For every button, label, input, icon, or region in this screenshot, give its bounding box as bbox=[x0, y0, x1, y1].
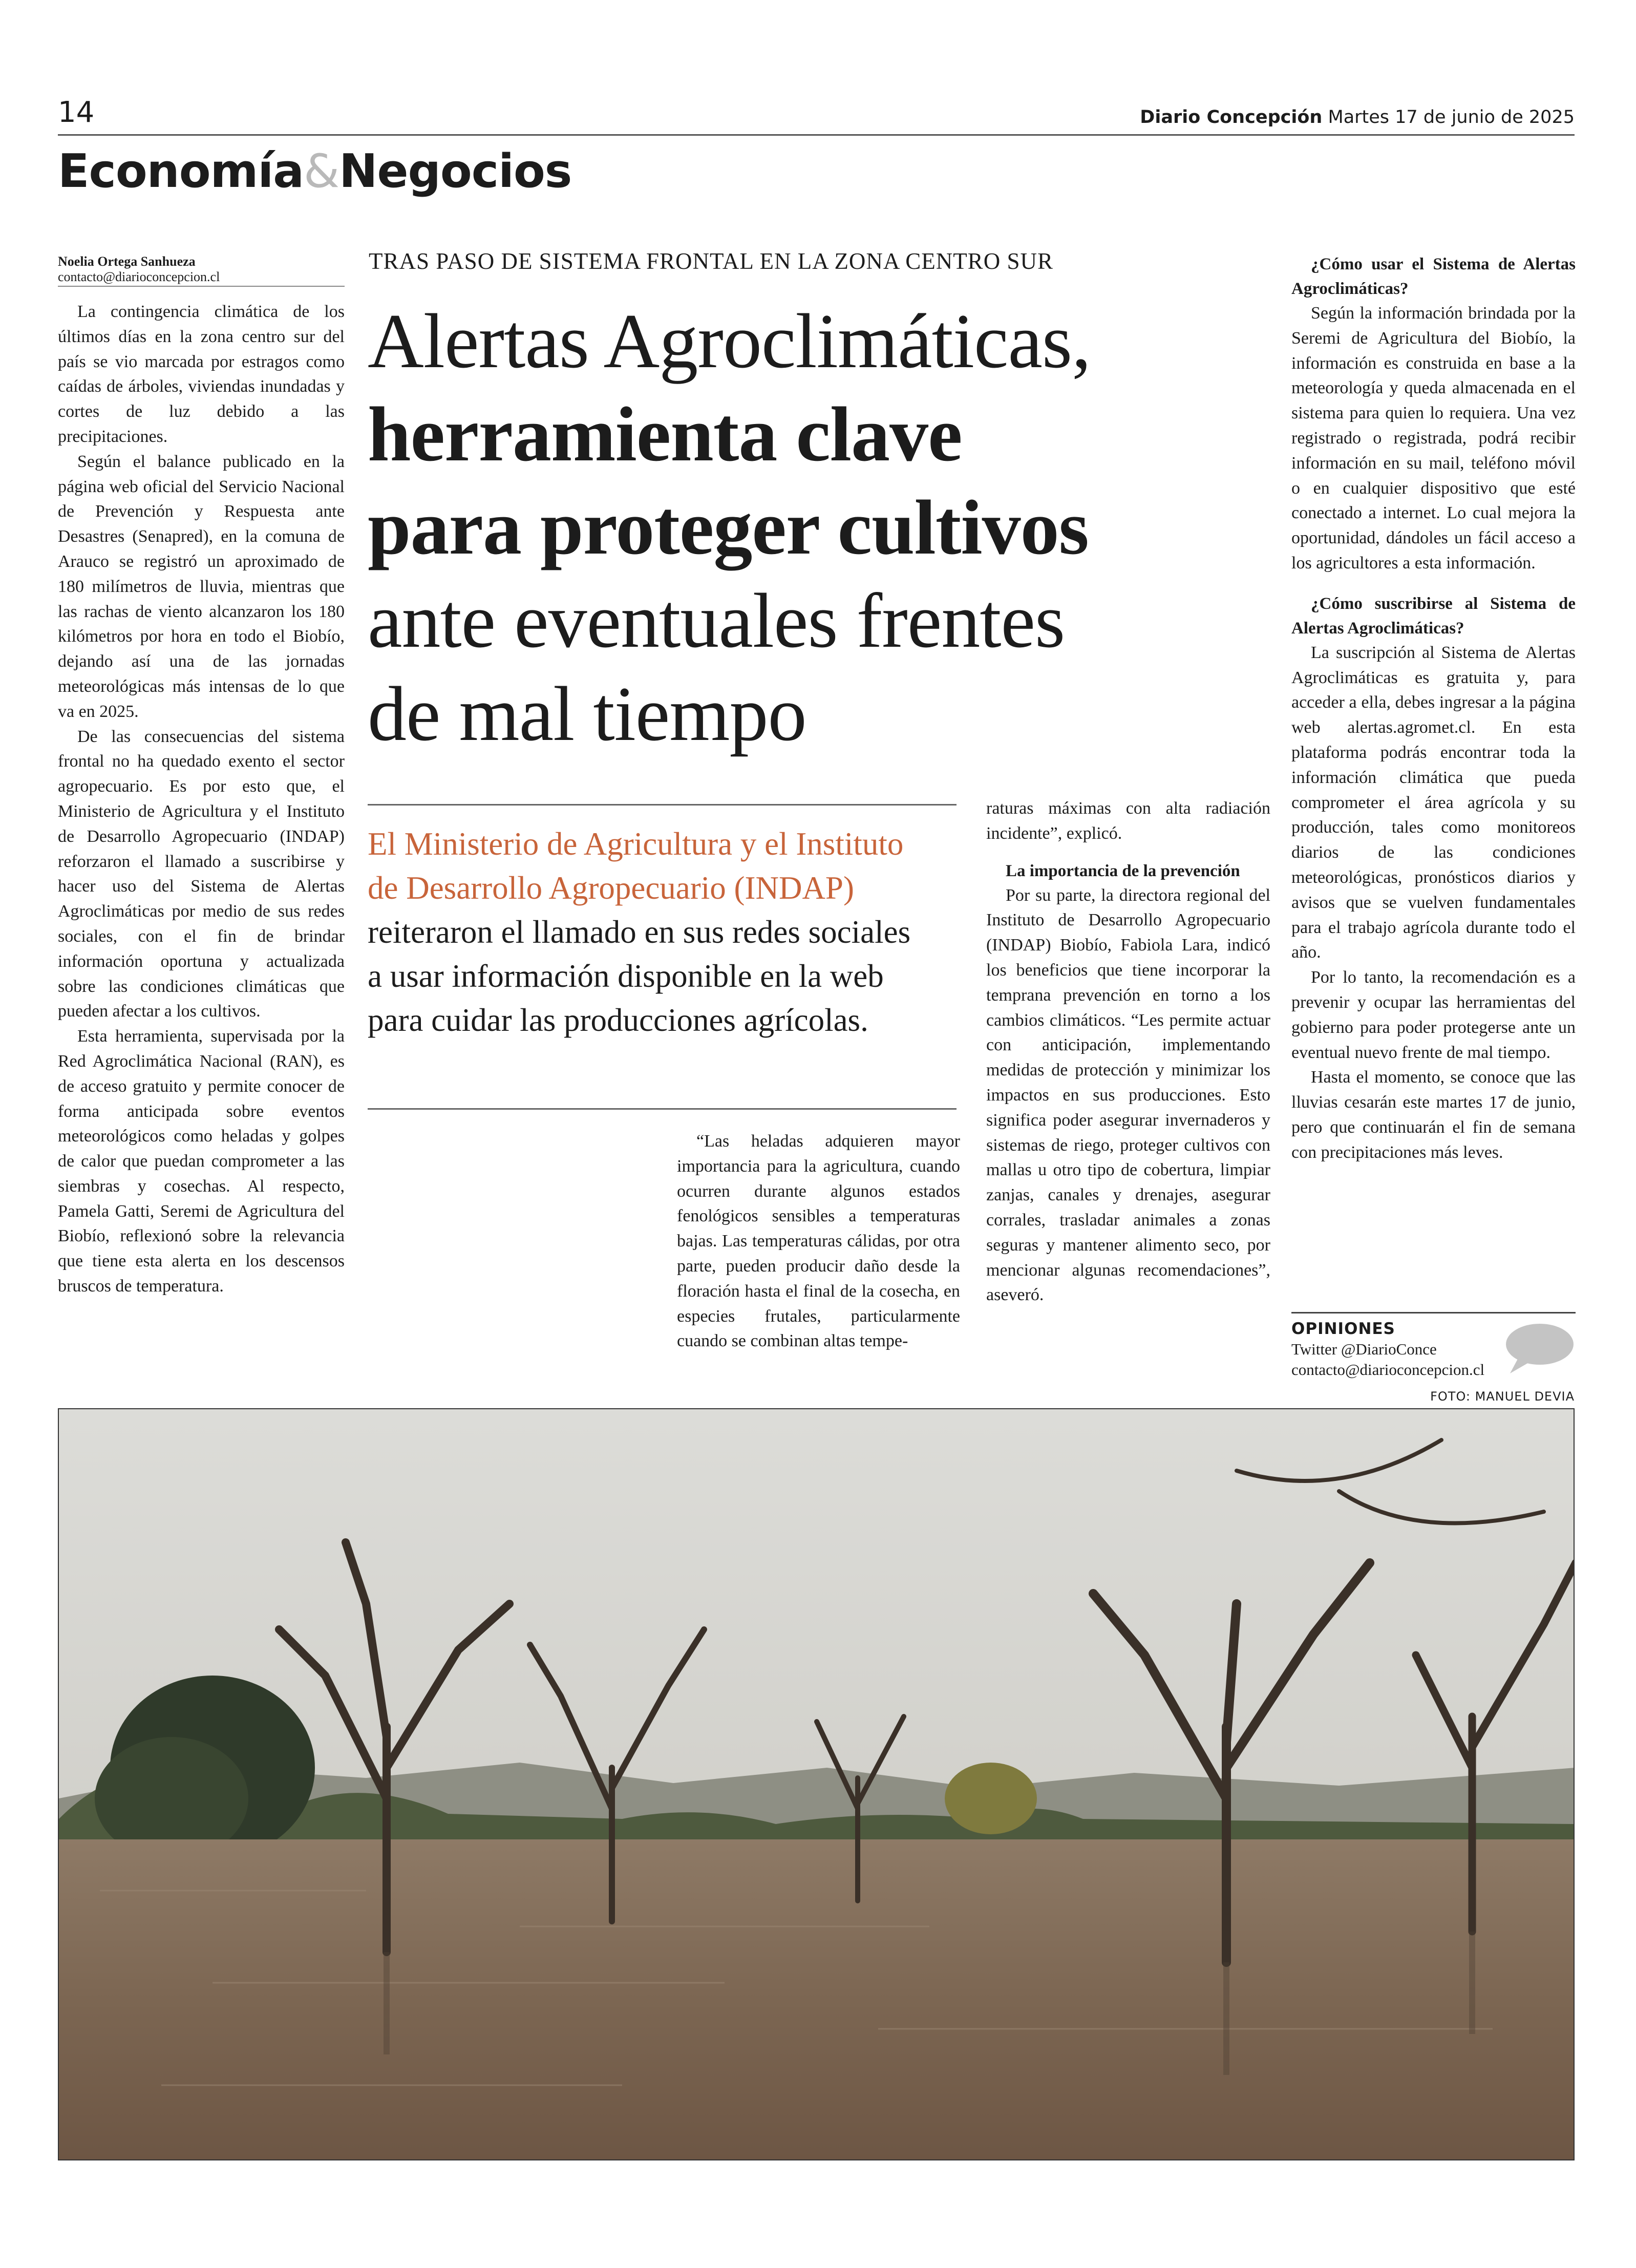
subheading: La importancia de la prevención bbox=[1006, 861, 1240, 880]
lead-text: reiteraron el llamado en sus redes sociales a usar información disponible en la web para cuidar las producciones agrícolas. bbox=[368, 914, 911, 1038]
paragraph: “Las heladas adquieren mayor importancia para la agricultura, cuando ocurren durante algunos estados fenológicos sensibles a temperaturas bajas. Las temperaturas cálidas, por otra parte, pueden producir daño desde la floración hasta el final de la cosecha, en especies frutales, particularmente cuando se combinan altas tempe- bbox=[677, 1132, 960, 1351]
subheading: ¿Cómo suscribirse al Sistema de Alertas Agroclimáticas? bbox=[1291, 594, 1576, 638]
headline bbox=[368, 294, 1264, 760]
paragraph: Esta herramienta, supervisada por la Red Agroclimática Nacional (RAN), es de acceso gratuito y permite conocer de forma anticipada sobre eventos meteorológicos como heladas y golpes de calor que puedan comprometer a las siembras y cosechas. Al respecto, Pamela Gatti, Seremi de Agricultura del Biobío, reflexionó sobre la relevancia que tiene esta alerta en los descensos bruscos de temperatura. bbox=[58, 1027, 345, 1296]
section-title-part1: Economía bbox=[58, 144, 304, 198]
masthead bbox=[1140, 109, 1575, 126]
paragraph: Según el balance publicado en la página web oficial del Servicio Nacional de Prevención y Respuesta ante Desastres (Senapred), en la comuna de Arauco se registró un aproximado de 180 milímetros de lluvia, mientras que las rachas de viento alcanzaron los 180 kilómetros por hora en todo el Biobío, dejando así una de las jornadas meteorológicas más intensas de lo que va en 2025. bbox=[58, 452, 345, 721]
section-title bbox=[58, 144, 572, 198]
article-column-5 bbox=[1291, 252, 1576, 1165]
headline-line-bold: para proteger cultivos bbox=[368, 484, 1089, 570]
article-column-3 bbox=[677, 1129, 960, 1354]
opinions-twitter: Twitter @DiarioConce bbox=[1291, 1340, 1437, 1358]
paragraph: Según la información brindada por la Seremi de Agricultura del Biobío, la información es construida en base a la meteorología y queda almacenada en el sistema para quien lo requiera. Una vez registrado o registrada, podrá recibir información en su mail, teléfono móvil o en cualquier dispositivo que esté conectado a internet. Lo cual mejora la oportunidad, dándoles un fácil acceso a los agricultores a esta información. bbox=[1291, 304, 1576, 573]
article-column-4 bbox=[986, 796, 1270, 1308]
opinions-rule bbox=[1291, 1312, 1576, 1313]
opinions-box bbox=[1291, 1319, 1512, 1380]
author-name: Noelia Ortega Sanhueza bbox=[58, 254, 196, 269]
opinions-email: contacto@diarioconcepcion.cl bbox=[1291, 1361, 1485, 1379]
article-column-1 bbox=[58, 300, 345, 1299]
headline-line-bold: herramienta clave bbox=[368, 391, 962, 477]
photo-credit: FOTO: MANUEL DEVIA bbox=[1430, 1389, 1575, 1404]
newspaper-name: Diario Concepción bbox=[1140, 107, 1323, 128]
lead-deck bbox=[368, 822, 931, 1042]
issue-date: Martes 17 de junio de 2025 bbox=[1328, 107, 1575, 128]
header-rule bbox=[58, 134, 1575, 136]
byline-rule bbox=[58, 286, 345, 287]
paragraph: La contingencia climática de los últimos días en la zona centro sur del país se vio marcada por estragos como caídas de árboles, viviendas inundadas y cortes de luz debido a las precipitaciones. bbox=[58, 302, 345, 446]
headline-line: ante eventuales frentes bbox=[368, 578, 1065, 664]
paragraph: La suscripción al Sistema de Alertas Agroclimáticas es gratuita y, para acceder a ella, debes ingresar a la página web alertas.agromet.cl. En esta plataforma podrás encontrar toda la información climática que pueda comprometer el área agrícola y su producción, tales como monitoreos diarios de las condiciones meteorológicas, pronósticos diarios y avisos que se vuelven fundamentales para el trabajo agrícola durante todo el año. bbox=[1291, 643, 1576, 962]
headline-line: de mal tiempo bbox=[368, 671, 806, 757]
kicker: TRAS PASO DE SISTEMA FRONTAL EN LA ZONA CENTRO SUR bbox=[369, 248, 1053, 274]
lead-accent-text: El Ministerio de Agricultura y el Instituto de Desarrollo Agropecuario (INDAP) bbox=[368, 826, 904, 906]
section-title-ampersand: & bbox=[303, 144, 339, 198]
paragraph: raturas máximas con alta radiación incidente”, explicó. bbox=[986, 799, 1270, 843]
lead-rule-bottom bbox=[368, 1108, 957, 1110]
flooded-orchard-photo bbox=[58, 1408, 1575, 2160]
subheading: ¿Cómo usar el Sistema de Alertas Agroclimáticas? bbox=[1291, 255, 1576, 298]
paragraph: Por lo tanto, la recomendación es a prevenir y ocupar las herramientas del gobierno para poder protegerse ante un eventual nuevo frente de mal tiempo. bbox=[1291, 968, 1576, 1062]
paragraph: De las consecuencias del sistema frontal no ha quedado exento el sector agropecuario. Es por esto que, el Ministerio de Agricultura y el Instituto de Desarrollo Agropecuario (INDAP) reforzaron el llamado a suscribirse y hacer uso del Sistema de Alertas Agroclimáticas por medio de sus redes sociales, con el fin de brindar información oportuna y actualizada sobre las condiciones climáticas que pueden afectar a los cultivos. bbox=[58, 727, 345, 1021]
headline-line: Alertas Agroclimáticas, bbox=[368, 298, 1091, 384]
opinions-title: OPINIONES bbox=[1291, 1320, 1395, 1338]
section-title-part2: Negocios bbox=[339, 144, 572, 198]
author-email: contacto@diarioconcepcion.cl bbox=[58, 269, 220, 284]
paragraph: Por su parte, la directora regional del Instituto de Desarrollo Agropecuario (INDAP) Biobío, Fabiola Lara, indicó los beneficios que tiene incorporar la temprana prevención en torno a los cambios climáticos. “Les permite actuar con anticipación, implementando medidas de protección y minimizar los impactos en sus producciones. Esto significa poder asegurar invernaderos y sistemas de riego, proteger cultivos con mallas u otro tipo de cobertura, limpiar zanjas, canales y drenajes, asegurar corrales, trasladar animales a zonas seguras y mantener alimento seco, por mencionar algunas recomendaciones”, aseveró. bbox=[986, 885, 1270, 1305]
paragraph: Hasta el momento, se conoce que las lluvias cesarán este martes 17 de junio, pero que continuarán el fin de semana con precipitaciones más leves. bbox=[1291, 1068, 1576, 1162]
page-number: 14 bbox=[58, 96, 95, 129]
lead-rule-top bbox=[368, 804, 957, 806]
speech-bubble-icon bbox=[1503, 1321, 1575, 1377]
byline bbox=[58, 254, 345, 285]
